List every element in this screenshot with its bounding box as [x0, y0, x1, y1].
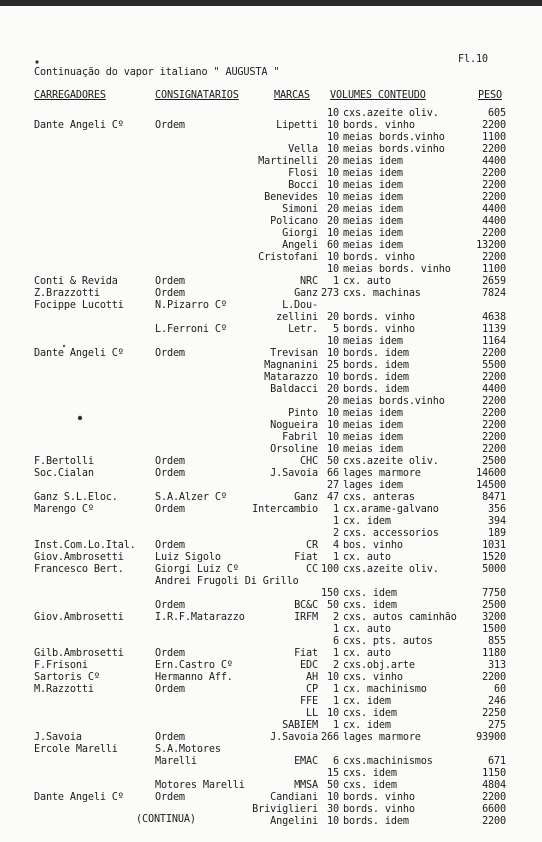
- consignee-cell: Ern.Castro Cº: [155, 660, 233, 671]
- ink-dot: [63, 345, 65, 347]
- mark-cell: Fabril: [282, 432, 318, 443]
- shipper-cell: Giov.Ambrosetti: [34, 612, 124, 623]
- mark-cell: Angeli: [282, 240, 318, 251]
- mark-cell: Nogueira: [270, 420, 318, 431]
- mark-cell: J.Savoia: [270, 732, 318, 743]
- weight-cell: 1500: [482, 624, 506, 635]
- mark-cell: Martinelli: [258, 156, 318, 167]
- mark-cell: Matarazzo: [264, 372, 318, 383]
- content-cell: meias idem: [343, 228, 403, 239]
- weight-cell: 671: [488, 756, 506, 767]
- consignee-cell: L.Ferroni Cº: [155, 324, 227, 335]
- content-cell: meias idem: [343, 216, 403, 227]
- content-cell: cx. idem: [343, 696, 391, 707]
- header-weight: PESO: [478, 90, 502, 101]
- content-cell: cx. idem: [343, 516, 391, 527]
- consignee-cell: Andrei Frugoli Di Grillo: [155, 576, 299, 587]
- content-cell: meias idem: [343, 168, 403, 179]
- shipper-cell: Ganz S.L.Eloc.: [34, 492, 118, 503]
- quantity-cell: 66: [327, 468, 339, 479]
- content-cell: bords. vinho: [343, 804, 415, 815]
- mark-cell: Fiat: [294, 552, 318, 563]
- consignee-cell: Ordem: [155, 600, 185, 611]
- shipper-cell: F.Frisoni: [34, 660, 88, 671]
- weight-cell: 2250: [482, 708, 506, 719]
- quantity-cell: 15: [327, 768, 339, 779]
- content-cell: meias bords.vinho: [343, 396, 445, 407]
- shipper-cell: Soc.Cialan: [34, 468, 94, 479]
- content-cell: cxs.azeite oliv.: [343, 456, 439, 467]
- weight-cell: 189: [488, 528, 506, 539]
- quantity-cell: 47: [327, 492, 339, 503]
- content-cell: meias idem: [343, 204, 403, 215]
- quantity-cell: 20: [327, 312, 339, 323]
- content-cell: bords. vinho: [343, 324, 415, 335]
- content-cell: cx.arame-galvano: [343, 504, 439, 515]
- quantity-cell: 1: [333, 276, 339, 287]
- quantity-cell: 2: [333, 528, 339, 539]
- quantity-cell: 1: [333, 684, 339, 695]
- content-cell: cxs.azeite oliv.: [343, 108, 439, 119]
- shipper-cell: Inst.Com.Lo.Ital.: [34, 540, 136, 551]
- consignee-cell: Ordem: [155, 732, 185, 743]
- quantity-cell: 1: [333, 552, 339, 563]
- quantity-cell: 10: [327, 132, 339, 143]
- consignee-cell: Motores Marelli: [155, 780, 245, 791]
- mark-cell: AH: [306, 672, 318, 683]
- content-cell: cxs. pts. autos: [343, 636, 433, 647]
- weight-cell: 13200: [476, 240, 506, 251]
- consignee-cell: Ordem: [155, 276, 185, 287]
- mark-cell: MMSA: [294, 780, 318, 791]
- weight-cell: 394: [488, 516, 506, 527]
- quantity-cell: 10: [327, 408, 339, 419]
- weight-cell: 4400: [482, 156, 506, 167]
- content-cell: cxs. accessorios: [343, 528, 439, 539]
- weight-cell: 2500: [482, 600, 506, 611]
- ink-dot: [35, 60, 38, 63]
- header-volumes-content: VOLUMES CONTEUDO: [330, 90, 426, 101]
- weight-cell: 2200: [482, 444, 506, 455]
- content-cell: bords. idem: [343, 348, 409, 359]
- ink-dot: [78, 416, 82, 420]
- content-cell: meias idem: [343, 180, 403, 191]
- mark-cell: FFE: [300, 696, 318, 707]
- mark-cell: Giorgi: [282, 228, 318, 239]
- consignee-cell: Ordem: [155, 120, 185, 131]
- weight-cell: 7824: [482, 288, 506, 299]
- content-cell: meias bords.vinho: [343, 132, 445, 143]
- quantity-cell: 50: [327, 600, 339, 611]
- weight-cell: 4804: [482, 780, 506, 791]
- quantity-cell: 10: [327, 420, 339, 431]
- quantity-cell: 10: [327, 168, 339, 179]
- quantity-cell: 50: [327, 780, 339, 791]
- quantity-cell: 10: [327, 816, 339, 827]
- mark-cell: Trevisan: [270, 348, 318, 359]
- weight-cell: 1031: [482, 540, 506, 551]
- mark-cell: IRFM: [294, 612, 318, 623]
- mark-cell: Simoni: [282, 204, 318, 215]
- quantity-cell: 2: [333, 660, 339, 671]
- quantity-cell: 50: [327, 456, 339, 467]
- content-cell: meias bords.vinho: [343, 144, 445, 155]
- content-cell: cxs. idem: [343, 708, 397, 719]
- mark-cell: L.Dou-: [282, 300, 318, 311]
- mark-cell: Candiani: [270, 792, 318, 803]
- weight-cell: 2200: [482, 192, 506, 203]
- mark-cell: Benevides: [264, 192, 318, 203]
- quantity-cell: 1: [333, 504, 339, 515]
- weight-cell: 313: [488, 660, 506, 671]
- quantity-cell: 10: [327, 264, 339, 275]
- content-cell: meias idem: [343, 420, 403, 431]
- mark-cell: Magnanini: [264, 360, 318, 371]
- header-shipper: CARREGADORES: [34, 90, 106, 101]
- shipper-cell: Z.Brazzotti: [34, 288, 100, 299]
- weight-cell: 7750: [482, 588, 506, 599]
- weight-cell: 2200: [482, 372, 506, 383]
- mark-cell: Cristofani: [258, 252, 318, 263]
- content-cell: cxs. machinas: [343, 288, 421, 299]
- shipper-cell: Dante Angeli Cº: [34, 792, 124, 803]
- content-cell: bords. idem: [343, 372, 409, 383]
- quantity-cell: 6: [333, 636, 339, 647]
- shipper-cell: Marengo Cº: [34, 504, 94, 515]
- content-cell: cx. idem: [343, 720, 391, 731]
- mark-cell: SABIEM: [282, 720, 318, 731]
- shipper-cell: F.Bertolli: [34, 456, 94, 467]
- mark-cell: EMAC: [294, 756, 318, 767]
- mark-cell: Pinto: [288, 408, 318, 419]
- mark-cell: Fiat: [294, 648, 318, 659]
- weight-cell: 14600: [476, 468, 506, 479]
- weight-cell: 14500: [476, 480, 506, 491]
- quantity-cell: 20: [327, 156, 339, 167]
- header-marks: MARCAS: [274, 90, 310, 101]
- quantity-cell: 2: [333, 612, 339, 623]
- shipper-cell: J.Savoia: [34, 732, 82, 743]
- content-cell: cxs. idem: [343, 768, 397, 779]
- content-cell: bords. idem: [343, 384, 409, 395]
- content-cell: cxs. vinho: [343, 672, 403, 683]
- weight-cell: 1150: [482, 768, 506, 779]
- weight-cell: 356: [488, 504, 506, 515]
- mark-cell: BC&C: [294, 600, 318, 611]
- quantity-cell: 20: [327, 216, 339, 227]
- weight-cell: 1180: [482, 648, 506, 659]
- quantity-cell: 10: [327, 348, 339, 359]
- weight-cell: 2200: [482, 420, 506, 431]
- quantity-cell: 10: [327, 252, 339, 263]
- weight-cell: 605: [488, 108, 506, 119]
- mark-cell: CP: [306, 684, 318, 695]
- quantity-cell: 10: [327, 708, 339, 719]
- mark-cell: Bocci: [288, 180, 318, 191]
- content-cell: bords. idem: [343, 360, 409, 371]
- weight-cell: 60: [494, 684, 506, 695]
- weight-cell: 2200: [482, 348, 506, 359]
- weight-cell: 2200: [482, 432, 506, 443]
- shipper-cell: Giov.Ambrosetti: [34, 552, 124, 563]
- consignee-cell: Hermanno Aff.: [155, 672, 233, 683]
- consignee-cell: Ordem: [155, 648, 185, 659]
- mark-cell: Baldacci: [270, 384, 318, 395]
- weight-cell: 5000: [482, 564, 506, 575]
- quantity-cell: 6: [333, 756, 339, 767]
- consignee-cell: Ordem: [155, 456, 185, 467]
- weight-cell: 2200: [482, 396, 506, 407]
- quantity-cell: 4: [333, 540, 339, 551]
- content-cell: cx. machinismo: [343, 684, 427, 695]
- quantity-cell: 10: [327, 792, 339, 803]
- mark-cell: LL: [306, 708, 318, 719]
- mark-cell: NRC: [300, 276, 318, 287]
- mark-cell: CR: [306, 540, 318, 551]
- weight-cell: 2200: [482, 228, 506, 239]
- shipper-cell: Dante Angeli Cº: [34, 348, 124, 359]
- quantity-cell: 10: [327, 192, 339, 203]
- quantity-cell: 10: [327, 144, 339, 155]
- content-cell: cx. auto: [343, 624, 391, 635]
- shipper-cell: Dante Angeli Cº: [34, 120, 124, 131]
- mark-cell: zellini: [276, 312, 318, 323]
- weight-cell: 1100: [482, 132, 506, 143]
- weight-cell: 1520: [482, 552, 506, 563]
- quantity-cell: 150: [321, 588, 339, 599]
- mark-cell: Lipetti: [276, 120, 318, 131]
- mark-cell: CHC: [300, 456, 318, 467]
- content-cell: bords. idem: [343, 816, 409, 827]
- quantity-cell: 30: [327, 804, 339, 815]
- content-cell: bords. vinho: [343, 792, 415, 803]
- shipper-cell: Focippe Lucotti: [34, 300, 124, 311]
- consignee-cell: Ordem: [155, 684, 185, 695]
- content-cell: meias idem: [343, 408, 403, 419]
- weight-cell: 6600: [482, 804, 506, 815]
- content-cell: meias idem: [343, 192, 403, 203]
- quantity-cell: 1: [333, 516, 339, 527]
- content-cell: cxs.obj.arte: [343, 660, 415, 671]
- content-cell: meias idem: [343, 156, 403, 167]
- content-cell: meias bords. vinho: [343, 264, 451, 275]
- content-cell: bords. vinho: [343, 312, 415, 323]
- mark-cell: Orsoline: [270, 444, 318, 455]
- content-cell: cxs. autos caminhão: [343, 612, 457, 623]
- content-cell: cxs. idem: [343, 600, 397, 611]
- quantity-cell: 10: [327, 180, 339, 191]
- weight-cell: 2659: [482, 276, 506, 287]
- weight-cell: 3200: [482, 612, 506, 623]
- weight-cell: 5500: [482, 360, 506, 371]
- mark-cell: Ganz: [294, 288, 318, 299]
- mark-cell: Policano: [270, 216, 318, 227]
- weight-cell: 2200: [482, 792, 506, 803]
- content-cell: cxs. anteras: [343, 492, 415, 503]
- quantity-cell: 60: [327, 240, 339, 251]
- quantity-cell: 1: [333, 720, 339, 731]
- consignee-cell: N.Pizarro Cº: [155, 300, 227, 311]
- weight-cell: 2500: [482, 456, 506, 467]
- weight-cell: 1164: [482, 336, 506, 347]
- quantity-cell: 1: [333, 696, 339, 707]
- shipper-cell: Ercole Marelli: [34, 744, 118, 755]
- content-cell: meias idem: [343, 432, 403, 443]
- content-cell: bos. vinho: [343, 540, 403, 551]
- quantity-cell: 10: [327, 108, 339, 119]
- quantity-cell: 25: [327, 360, 339, 371]
- quantity-cell: 10: [327, 444, 339, 455]
- quantity-cell: 10: [327, 120, 339, 131]
- quantity-cell: 1: [333, 624, 339, 635]
- page-title: Continuação do vapor italiano " AUGUSTA ": [34, 67, 280, 78]
- weight-cell: 2200: [482, 672, 506, 683]
- mark-cell: CC: [306, 564, 318, 575]
- mark-cell: Angelini: [270, 816, 318, 827]
- shipper-cell: Sartoris Cº: [34, 672, 100, 683]
- content-cell: meias idem: [343, 444, 403, 455]
- weight-cell: 2200: [482, 816, 506, 827]
- mark-cell: J.Savoia: [270, 468, 318, 479]
- consignee-cell: Ordem: [155, 348, 185, 359]
- content-cell: cxs.azeite oliv.: [343, 564, 439, 575]
- content-cell: cx. auto: [343, 552, 391, 563]
- content-cell: cx. auto: [343, 648, 391, 659]
- content-cell: lages marmore: [343, 468, 421, 479]
- weight-cell: 275: [488, 720, 506, 731]
- weight-cell: 2200: [482, 180, 506, 191]
- shipper-cell: Conti & Revida: [34, 276, 118, 287]
- quantity-cell: 100: [321, 564, 339, 575]
- quantity-cell: 10: [327, 372, 339, 383]
- page-number: Fl.10: [458, 54, 488, 65]
- weight-cell: 1100: [482, 264, 506, 275]
- content-cell: bords. vinho: [343, 252, 415, 263]
- content-cell: cx. auto: [343, 276, 391, 287]
- quantity-cell: 20: [327, 204, 339, 215]
- weight-cell: 2200: [482, 144, 506, 155]
- content-cell: cxs.machinismos: [343, 756, 433, 767]
- content-cell: meias idem: [343, 336, 403, 347]
- mark-cell: Letr.: [288, 324, 318, 335]
- quantity-cell: 273: [321, 288, 339, 299]
- weight-cell: 1139: [482, 324, 506, 335]
- content-cell: bords. vinho: [343, 120, 415, 131]
- header-consignee: CONSIGNATARIOS: [155, 90, 239, 101]
- quantity-cell: 10: [327, 672, 339, 683]
- content-cell: cxs. idem: [343, 780, 397, 791]
- quantity-cell: 20: [327, 384, 339, 395]
- content-cell: cxs. idem: [343, 588, 397, 599]
- weight-cell: 93900: [476, 732, 506, 743]
- consignee-cell: Ordem: [155, 792, 185, 803]
- quantity-cell: 10: [327, 228, 339, 239]
- weight-cell: 4638: [482, 312, 506, 323]
- consignee-cell: S.A.Alzer Cº: [155, 492, 227, 503]
- shipper-cell: Gilb.Ambrosetti: [34, 648, 124, 659]
- weight-cell: 855: [488, 636, 506, 647]
- weight-cell: 4400: [482, 384, 506, 395]
- quantity-cell: 1: [333, 648, 339, 659]
- shipper-cell: Francesco Bert.: [34, 564, 124, 575]
- weight-cell: 2200: [482, 120, 506, 131]
- quantity-cell: 20: [327, 396, 339, 407]
- weight-cell: 2200: [482, 168, 506, 179]
- mark-cell: Flosi: [288, 168, 318, 179]
- quantity-cell: 266: [321, 732, 339, 743]
- weight-cell: 8471: [482, 492, 506, 503]
- continues-note: (CONTINUA): [136, 814, 196, 825]
- consignee-cell: Ordem: [155, 540, 185, 551]
- content-cell: lages idem: [343, 480, 403, 491]
- mark-cell: Intercambio: [252, 504, 318, 515]
- mark-cell: Briviglieri: [252, 804, 318, 815]
- consignee-cell: S.A.Motores: [155, 744, 221, 755]
- consignee-cell: Ordem: [155, 504, 185, 515]
- consignee-cell: Giorgi Luiz Cº: [155, 564, 239, 575]
- weight-cell: 4400: [482, 204, 506, 215]
- consignee-cell: Ordem: [155, 288, 185, 299]
- weight-cell: 4400: [482, 216, 506, 227]
- shipper-cell: M.Razzotti: [34, 684, 94, 695]
- mark-cell: Ganz: [294, 492, 318, 503]
- consignee-cell: Marelli: [155, 756, 197, 767]
- quantity-cell: 27: [327, 480, 339, 491]
- weight-cell: 246: [488, 696, 506, 707]
- content-cell: meias idem: [343, 240, 403, 251]
- consignee-cell: Luiz Sigolo: [155, 552, 221, 563]
- weight-cell: 2200: [482, 252, 506, 263]
- quantity-cell: 10: [327, 336, 339, 347]
- quantity-cell: 10: [327, 432, 339, 443]
- quantity-cell: 5: [333, 324, 339, 335]
- consignee-cell: I.R.F.Matarazzo: [155, 612, 245, 623]
- mark-cell: Vella: [288, 144, 318, 155]
- content-cell: lages marmore: [343, 732, 421, 743]
- mark-cell: EDC: [300, 660, 318, 671]
- weight-cell: 2200: [482, 408, 506, 419]
- consignee-cell: Ordem: [155, 468, 185, 479]
